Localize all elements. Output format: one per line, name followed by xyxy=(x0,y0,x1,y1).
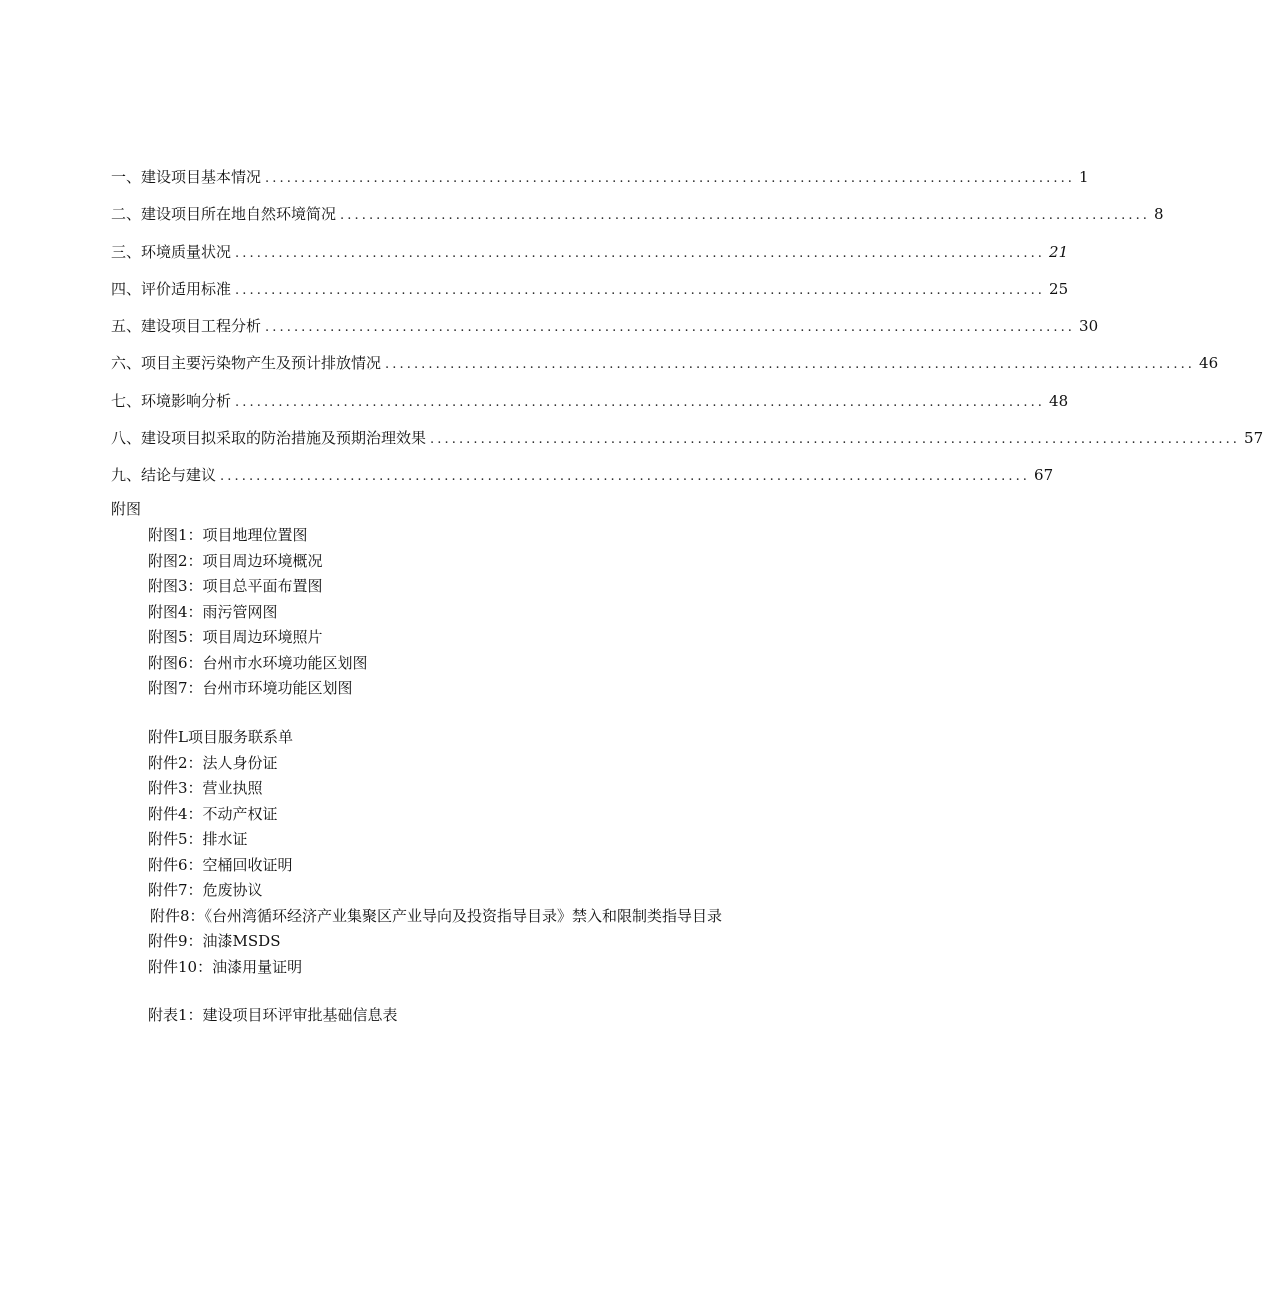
figures-heading: 附图 xyxy=(111,500,142,518)
figure-item: 附图2：项目周边环境概况 xyxy=(148,551,323,570)
figure-item: 附图4：雨污管网图 xyxy=(148,602,278,621)
toc-entry-title: 四、评价适用标准 xyxy=(111,279,232,298)
toc-entry-page: 67 xyxy=(1034,466,1054,485)
table-of-contents xyxy=(111,166,1263,502)
toc-entry-title: 二、建设项目所在地自然环境简况 xyxy=(111,205,337,224)
table-item: 附表1：建设项目环评审批基础信息表 xyxy=(148,1006,398,1024)
toc-entry-page: 1 xyxy=(1079,168,1089,186)
attachment-item: 附件5：排水证 xyxy=(148,830,248,848)
attachment-item: 附件L项目服务联系单 xyxy=(148,728,293,746)
toc-entry-title: 五、建设项目工程分析 xyxy=(111,317,262,336)
toc-dot-leader: ................................................................................................................ xyxy=(340,208,1151,224)
attachment-item: 附件4：不动产权证 xyxy=(148,804,278,823)
toc-dot-leader: ................................................................................................................ xyxy=(265,171,1076,186)
toc-entry[interactable] xyxy=(111,315,1099,352)
toc-dot-leader: ................................................................................................................ xyxy=(265,320,1076,336)
toc-dot-leader: ................................................................................................................ xyxy=(235,245,1046,261)
toc-dot-leader: ................................................................................................................ xyxy=(385,357,1196,373)
toc-entry-page: 46 xyxy=(1199,354,1219,373)
toc-entry[interactable] xyxy=(111,278,1069,315)
attachment-item: 附件10：油漆用量证明 xyxy=(148,957,303,976)
toc-entry-title: 七、环境影响分析 xyxy=(111,391,232,410)
toc-dot-leader: ................................................................................................................ xyxy=(235,282,1046,298)
figure-item: 附图7：台州市环境功能区划图 xyxy=(148,679,353,697)
toc-dot-leader: ................................................................................................................ xyxy=(220,469,1031,485)
toc-entry[interactable] xyxy=(111,241,1069,278)
figures-list xyxy=(148,524,368,703)
toc-entry-title: 九、结论与建议 xyxy=(111,466,217,485)
figure-item: 附图5：项目周边环境照片 xyxy=(148,628,323,646)
attachments-list xyxy=(148,726,722,981)
attachment-item: 附件8：《台州湾循环经济产业集聚区产业导向及投资指导目录》禁入和限制类指导目录 xyxy=(150,906,723,925)
toc-entry[interactable] xyxy=(111,427,1263,464)
attachment-item: 附件6：空桶回收证明 xyxy=(148,855,293,874)
toc-entry[interactable] xyxy=(111,203,1164,240)
toc-entry[interactable] xyxy=(111,390,1069,427)
toc-entry-title: 三、环境质量状况 xyxy=(111,242,232,261)
toc-entry-page: 21 xyxy=(1049,242,1069,261)
toc-entry[interactable] xyxy=(111,352,1219,389)
toc-entry[interactable] xyxy=(111,166,1089,203)
figure-item: 附图6：台州市水环境功能区划图 xyxy=(148,653,368,672)
toc-entry-page: 25 xyxy=(1049,279,1069,298)
toc-entry-page: 8 xyxy=(1154,205,1164,224)
toc-dot-leader: ................................................................................................................ xyxy=(430,432,1241,448)
toc-dot-leader: ................................................................................................................ xyxy=(235,394,1046,410)
attachment-item: 附件7：危废协议 xyxy=(148,881,263,899)
toc-entry-title: 一、建设项目基本情况 xyxy=(111,168,262,186)
toc-entry-title: 六、项目主要污染物产生及预计排放情况 xyxy=(111,354,382,373)
toc-entry-title: 八、建设项目拟采取的防治措施及预期治理效果 xyxy=(111,429,427,448)
toc-entry-page: 57 xyxy=(1244,429,1263,448)
attachment-item: 附件2：法人身份证 xyxy=(148,753,278,772)
toc-entry-page: 30 xyxy=(1079,317,1099,336)
attachment-item: 附件9：油漆MSDS xyxy=(148,932,281,950)
attachment-item: 附件3：营业执照 xyxy=(148,779,263,797)
toc-entry[interactable] xyxy=(111,464,1054,501)
figure-item: 附图1：项目地理位置图 xyxy=(148,526,308,544)
toc-entry-page: 48 xyxy=(1049,391,1069,410)
figure-item: 附图3：项目总平面布置图 xyxy=(148,577,323,595)
tables-list xyxy=(148,1004,398,1030)
